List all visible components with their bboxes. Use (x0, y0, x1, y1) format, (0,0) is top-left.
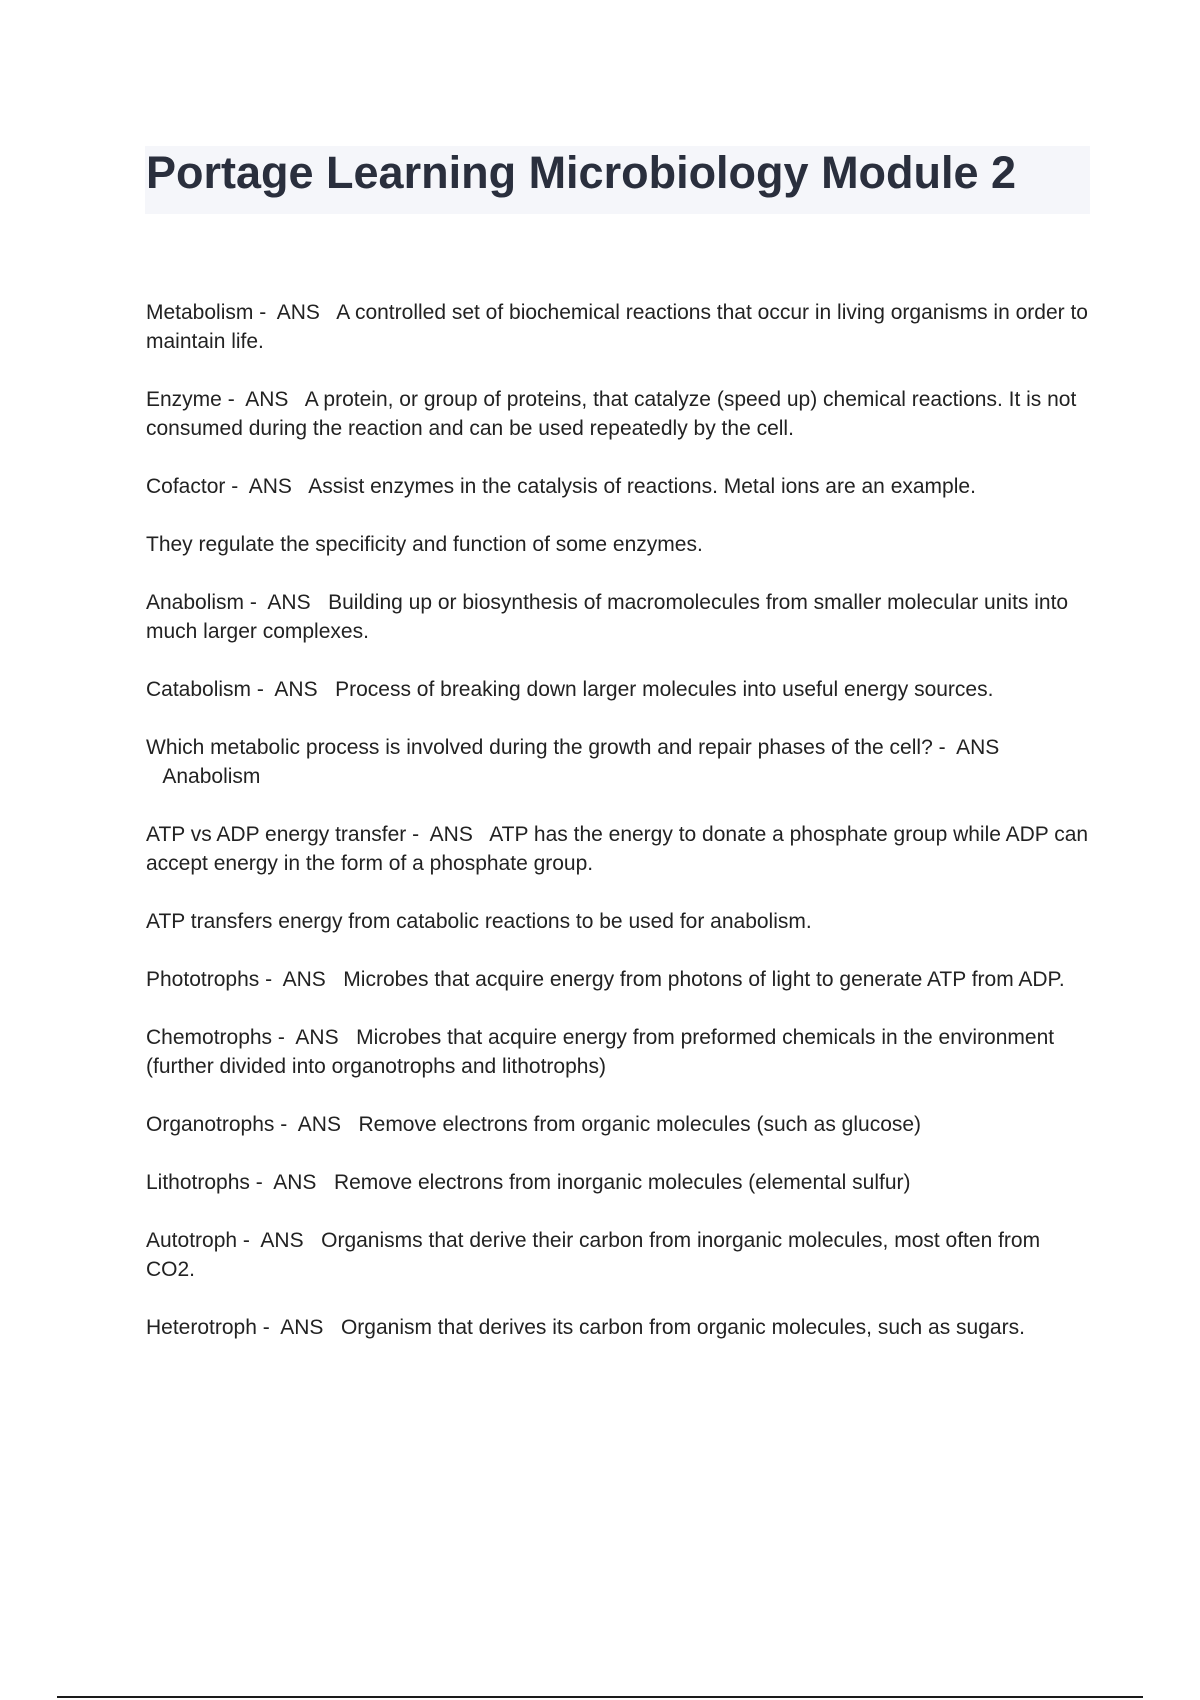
entry-term: Which metabolic process is involved during the growth and repair phases of the cell? (146, 736, 933, 759)
answer-marker: ANS (260, 1229, 304, 1252)
flashcard-entry: ATP vs ADP energy transfer - ANS ATP has the energy to donate a phosphate group while ADP can accept energy in the form of a phosphate group. (146, 823, 1089, 875)
answer-marker: ANS (276, 301, 320, 324)
entry-term: Heterotroph (146, 1316, 257, 1339)
answer-marker: ANS (280, 1316, 324, 1339)
answer-marker: ANS (274, 678, 318, 701)
flashcard-entry: Enzyme - ANS A protein, or group of proteins, that catalyze (speed up) chemical reactions. It is not consumed during the reaction and can be used repeatedly by the cell. (146, 388, 1077, 440)
flashcard-entry: Phototrophs - ANS Microbes that acquire energy from photons of light to generate ATP from ADP. (146, 968, 1065, 991)
flashcard-entry: Heterotroph - ANS Organism that derives its carbon from organic molecules, such as sugars. (146, 1316, 1025, 1339)
flashcard-entry: Chemotrophs - ANS Microbes that acquire energy from preformed chemicals in the environment (further divided into organotrophs and lithotrophs) (146, 1026, 1055, 1078)
answer-marker: ANS (429, 823, 473, 846)
answer-marker: ANS (267, 591, 311, 614)
entry-term: Autotroph (146, 1229, 238, 1252)
flashcard-entry: Catabolism - ANS Process of breaking down larger molecules into useful energy sources. (146, 678, 994, 701)
entry-answer: A protein, or group of proteins, that catalyze (speed up) chemical reactions. It is not consumed during the reaction and can be used repeatedly by the cell. (146, 388, 1077, 440)
page-bottom-rule (57, 1696, 1143, 1698)
entry-answer: Process of breaking down larger molecules into useful energy sources. (335, 678, 994, 701)
answer-marker: ANS (956, 736, 1000, 759)
answer-marker: ANS (245, 388, 289, 411)
note-paragraph: They regulate the specificity and function of some enzymes. (146, 533, 703, 556)
entry-answer: ATP has the energy to donate a phosphate group while ADP can accept energy in the form of a phosphate group. (146, 823, 1089, 875)
flashcard-list (146, 298, 1091, 1371)
entry-term: Chemotrophs (146, 1026, 273, 1049)
entry-term: Anabolism (146, 591, 245, 614)
entry-answer: A controlled set of biochemical reactions that occur in living organisms in order to maintain life. (146, 301, 1088, 353)
entry-term: ATP vs ADP energy transfer (146, 823, 407, 846)
entry-answer: Assist enzymes in the catalysis of reactions. Metal ions are an example. (308, 475, 976, 498)
entry-term: Catabolism (146, 678, 252, 701)
flashcard-entry: Lithotrophs - ANS Remove electrons from inorganic molecules (elemental sulfur) (146, 1171, 911, 1194)
answer-marker: ANS (282, 968, 326, 991)
flashcard-entry: Organotrophs - ANS Remove electrons from organic molecules (such as glucose) (146, 1113, 922, 1136)
entry-answer: Microbes that acquire energy from preformed chemicals in the environment (further divided into organotrophs and lithotrophs) (146, 1026, 1055, 1078)
answer-marker: ANS (273, 1171, 317, 1194)
entry-term: Phototrophs (146, 968, 260, 991)
entry-term: Metabolism (146, 301, 254, 324)
entry-term: Organotrophs (146, 1113, 275, 1136)
flashcard-entry: Cofactor - ANS Assist enzymes in the catalysis of reactions. Metal ions are an example. (146, 475, 976, 498)
answer-marker: ANS (297, 1113, 341, 1136)
entry-answer: Remove electrons from inorganic molecules (elemental sulfur) (333, 1171, 911, 1194)
entry-answer: Building up or biosynthesis of macromolecules from smaller molecular units into much larger complexes. (146, 591, 1069, 643)
flashcard-entry: Anabolism - ANS Building up or biosynthesis of macromolecules from smaller molecular units into much larger complexes. (146, 591, 1069, 643)
page-title: Portage Learning Microbiology Module 2 (146, 147, 1017, 198)
flashcard-entry: Autotroph - ANS Organisms that derive their carbon from inorganic molecules, most often from CO2. (146, 1229, 1041, 1281)
note-paragraph: ATP transfers energy from catabolic reactions to be used for anabolism. (146, 910, 812, 933)
entry-answer: Organisms that derive their carbon from inorganic molecules, most often from CO2. (146, 1229, 1041, 1281)
entry-term: Cofactor (146, 475, 226, 498)
flashcard-entry: Metabolism - ANS A controlled set of biochemical reactions that occur in living organisms in order to maintain life. (146, 301, 1088, 353)
entry-term: Lithotrophs (146, 1171, 250, 1194)
entry-answer: Microbes that acquire energy from photons of light to generate ATP from ADP. (343, 968, 1065, 991)
answer-marker: ANS (295, 1026, 339, 1049)
answer-marker: ANS (248, 475, 292, 498)
flashcard-entry: Which metabolic process is involved during the growth and repair phases of the cell? - ANS Anabolism (146, 736, 1000, 788)
entry-answer: Organism that derives its carbon from organic molecules, such as sugars. (340, 1316, 1025, 1339)
entry-answer: Remove electrons from organic molecules (such as glucose) (358, 1113, 922, 1136)
entry-term: Enzyme (146, 388, 222, 411)
entry-answer: Anabolism (162, 765, 261, 788)
